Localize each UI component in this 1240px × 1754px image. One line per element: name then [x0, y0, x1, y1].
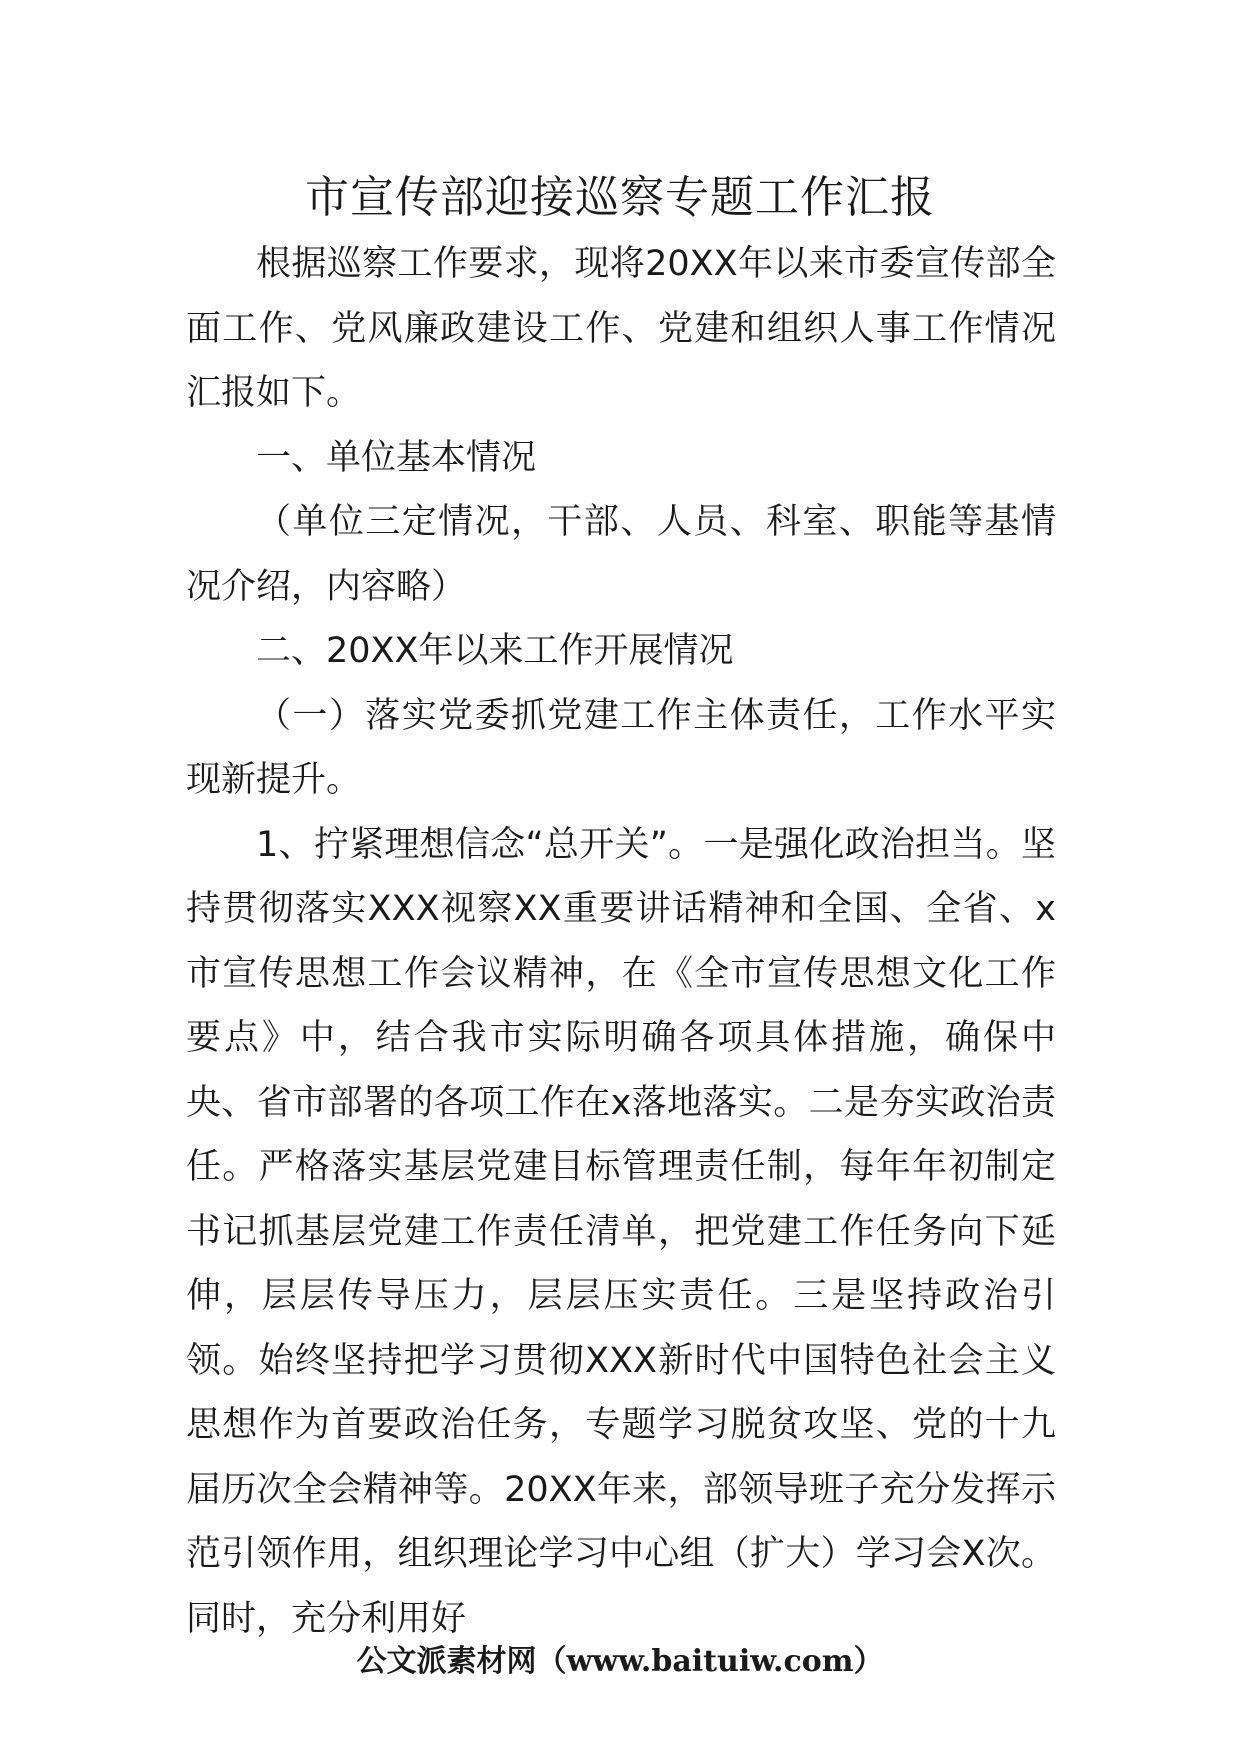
section-heading-2: 二、20XX年以来工作开展情况 — [256, 631, 734, 671]
document-title: 市宣传部迎接巡察专题工作汇报 — [305, 172, 935, 223]
subsection-heading-1: （一）落实党委抓党建工作主体责任，工作水平实现新提升。 — [186, 695, 1056, 800]
watermark-footer: 公文派素材网（www.baituiw.com） — [356, 1644, 884, 1679]
section-1-note: （单位三定情况，干部、人员、科室、职能等基情况介绍，内容略） — [186, 502, 1056, 607]
body-paragraph: 1、拧紧理想信念“总开关”。一是强化政治担当。坚持贯彻落实XXX视察XX重要讲话精神和全国、全省、x市宣传思想工作会议精神，在《全市宣传思想文化工作要点》中，结合我市实际明确各项具体措施，确保中央、省市部署的各项工作在x落地落实。二是夯实政治责任。严格落实基层党建目标管理责任制，每年年初制定书记抓基层党建工作责任清单，把党建工作任务向下延伸，层层传导压力，层层压实责任。三是坚持政治引领。始终坚持把学习贯彻XXX新时代中国特色社会主义思想作为首要政治任务，专题学习脱贫攻坚、党的十九届历次全会精神等。20XX年来，部领导班子充分发挥示范引领作用，组织理论学习中心组（扩大）学习会X次。同时，充分利用好 — [186, 824, 1056, 1639]
document-body — [186, 232, 1056, 1651]
intro-paragraph: 根据巡察工作要求，现将20XX年以来市委宣传部全面工作、党风廉政建设工作、党建和组织人事工作情况汇报如下。 — [186, 244, 1056, 413]
section-heading-1: 一、单位基本情况 — [256, 437, 537, 478]
